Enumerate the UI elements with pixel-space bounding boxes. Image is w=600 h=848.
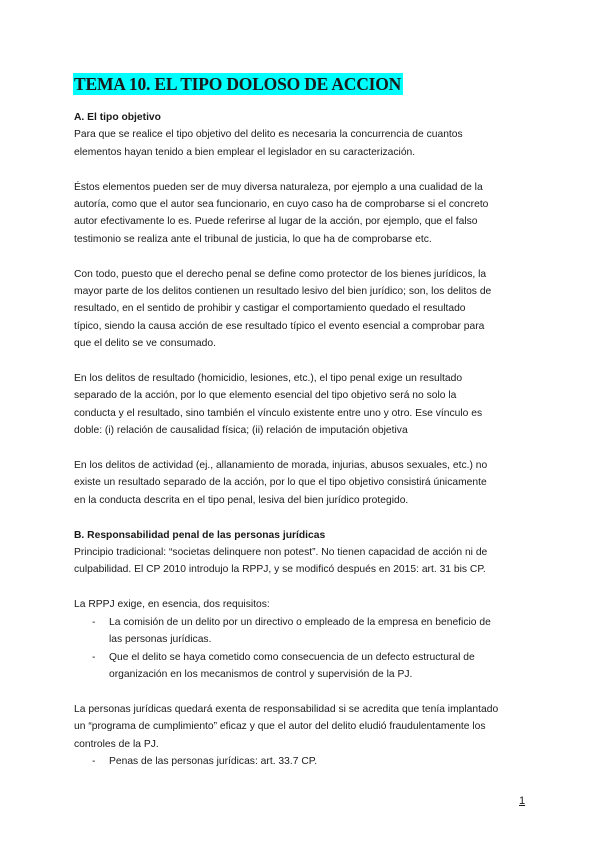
text-line: En los delitos de resultado (homicidio, lesiones, etc.), el tipo penal exige un resultado [74,373,463,385]
text-line: testimonio se realiza ante el tribunal de justicia, lo que ha de comprobarse etc. [74,233,432,245]
text-line: Principio tradicional: “societas delinquere non potest”. No tienen capacidad de acción ni de [74,547,488,559]
section-a-paragraph-3 [74,266,534,353]
section-a-paragraph-2 [74,179,534,249]
text-line: En los delitos de actividad (ej., allanamiento de morada, injurias, abusos sexuales, etc.) no [74,460,488,472]
section-b-paragraph-3 [74,701,534,753]
text-line: típico, siendo la causa acción de ese resultado típico el evento esencial a comprobar para [74,320,485,332]
text-line: en la conducta descrita en el tipo penal, lesiva del bien jurídico protegido. [74,494,409,506]
section-a-heading: A. El tipo objetivo [74,112,161,123]
text-line: doble: (i) relación de causalidad física; (ii) relación de imputación objetiva [74,425,408,437]
text-line: existe un resultado separado de la acción, por lo que el tipo objetivo consistirá únicamente [74,477,487,489]
section-b-heading: B. Responsabilidad penal de las personas jurídicas [74,529,326,541]
text-line: un “programa de cumplimiento” eficaz y que el autor del delito eludió fraudulentamente los [74,721,486,733]
text-line: mayor parte de los delitos contienen un resultado lesivo del bien jurídico; son, los delitos de [74,286,492,298]
text-line: La comisión de un delito por un directivo o empleado de la empresa en beneficio de [109,616,491,628]
page-title: TEMA 10. EL TIPO DOLOSO DE ACCION [74,74,402,94]
text-line: La personas jurídicas quedará exenta de responsabilidad si se acredita que tenía implantado [74,703,499,715]
text-line: elementos hayan tenido a bien emplear el legislador en su caracterización. [74,146,416,158]
text-line: controles de la PJ. [74,738,159,750]
list-item [74,649,534,684]
text-line: autor efectivamente lo es. Puede referirse al lugar de la acción, por ejemplo, que el falso [74,216,478,228]
section-b-paragraph-2: La RPPJ exige, en esencia, dos requisitos: [74,599,270,611]
section-a-paragraph-1 [74,126,534,161]
text-line: Éstos elementos pueden ser de muy diversa naturaleza, por ejemplo a una cualidad de la [74,181,483,193]
text-line: conducta y el resultado, sino también el vínculo existente entre uno y otro. Ese vínculo es [74,407,483,419]
text-line: las personas jurídicas. [109,634,212,646]
text-line: autoría, como que el autor sea funcionario, en cuyo caso ha de comprobarse si el concreto [74,199,489,211]
list-item [74,753,534,770]
text-line: que el delito se ve consumado. [74,338,216,350]
text-line: Con todo, puesto que el derecho penal se define como protector de los bienes jurídicos, la [74,268,487,280]
text-line: separado de la acción, por lo que elemento esencial del tipo objetivo será no solo la [74,390,457,402]
list-item [74,614,534,649]
text-line: Que el delito se haya cometido como consecuencia de un defecto estructural de [109,651,475,663]
text-line: Penas de las personas jurídicas: art. 33.7 CP. [109,755,318,767]
bullet-dash: - [92,651,96,663]
bullet-dash: - [92,755,96,767]
bullet-dash: - [92,616,96,628]
text-line: organización en los mecanismos de control y supervisión de la PJ. [109,668,413,680]
page-number: 1 [519,795,526,807]
section-b-paragraph-1 [74,544,534,579]
document-body [74,109,534,770]
text-line: culpabilidad. El CP 2010 introdujo la RPPJ, y se modificó después en 2015: art. 31 bis CP. [74,564,486,576]
text-line: resultado, en el sentido de prohibir y castigar el comportamiento quedado el resultado [74,303,466,315]
text-line: Para que se realice el tipo objetivo del delito es necesaria la concurrencia de cuantos [74,129,463,141]
section-a-paragraph-5 [74,457,534,509]
section-a-paragraph-4 [74,370,534,440]
